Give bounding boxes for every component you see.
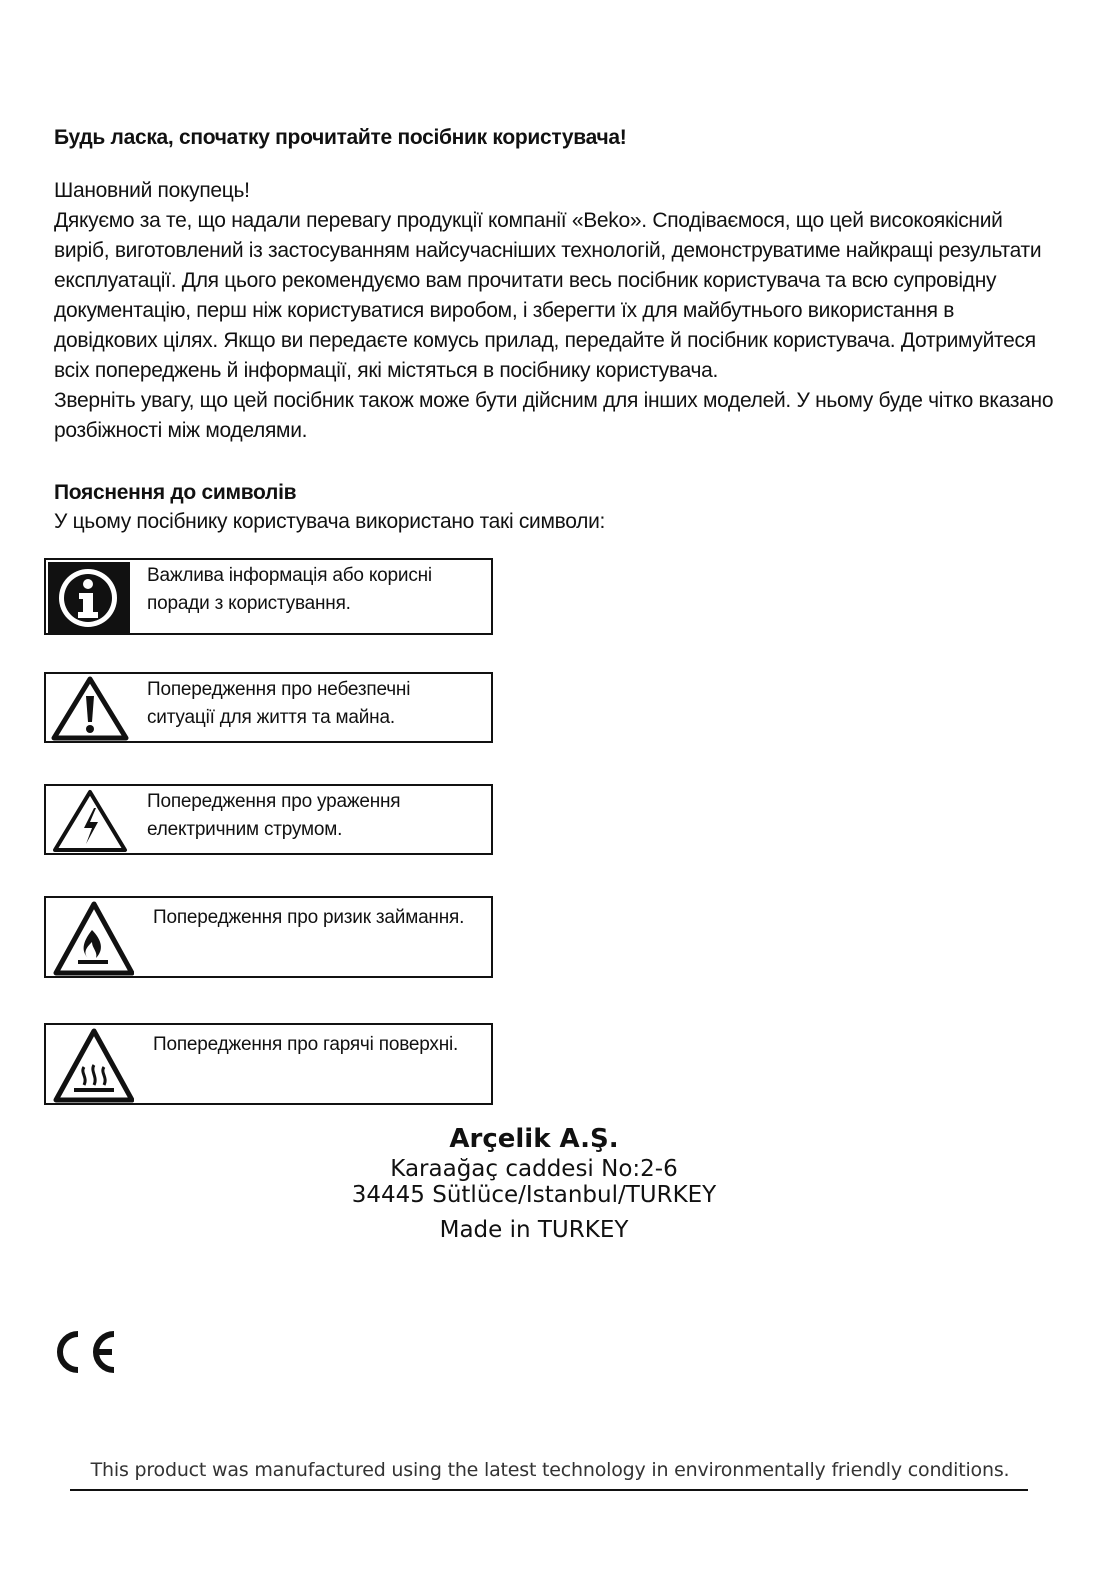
footer-divider — [70, 1489, 1028, 1491]
symbols-subtitle: У цьому посібнику користувача використано такі символи: — [54, 510, 606, 533]
symbols-title: Пояснення до символів — [54, 481, 297, 504]
intro-paragraph-1: Дякуємо за те, що надали перевагу продукції компанії «Beko». Сподіваємося, що цей високоякісний виріб, виготовлений із застосуванням найсучасніших технологій, демонструватиме найкращі результати експлуатації. Для цього рекомендуємо вам прочитати весь посібник користувача та всю супровідну документацію, перш ніж користуватися виробом, і зберегти їх для майбутнього використання в довідкових цілях. Якщо ви передаєте комусь прилад, передайте й посібник користувача. Дотримуйтеся всіх попереджень й інформації, які містяться в посібнику користувача. — [54, 209, 1042, 382]
company-address-line2: 34445 Sütlüce/Istanbul/TURKEY — [351, 1182, 717, 1208]
symbol-hot-surface-text: Попередження про гарячі поверхні. — [153, 1034, 459, 1055]
symbol-electric-text: Попередження про ураження електричним струмом. — [147, 791, 401, 840]
symbol-warning-text: Попередження про небезпечні ситуації для життя та майна. — [147, 679, 411, 728]
symbol-info-text: Важлива інформація або корисні поради з користування. — [147, 565, 432, 614]
info-icon — [48, 562, 130, 633]
footer-text: This product was manufactured using the latest technology in environmentally friendly conditions. — [90, 1459, 1010, 1481]
hot-surface-icon — [48, 1027, 130, 1103]
company-address-line1: Karaağaç caddesi No:2-6 — [390, 1156, 678, 1182]
fire-hazard-icon — [48, 900, 130, 976]
symbol-info — [44, 558, 493, 635]
greeting: Шановний покупець! — [54, 179, 250, 202]
company-name: Arçelik A.Ş. — [449, 1124, 619, 1154]
symbol-fire — [44, 896, 493, 978]
warning-icon — [48, 676, 130, 741]
symbol-warning — [44, 672, 493, 743]
ce-mark-icon — [52, 1328, 120, 1381]
intro-text — [54, 176, 1054, 446]
made-in: Made in TURKEY — [439, 1217, 629, 1243]
symbol-electric — [44, 784, 493, 855]
page-heading: Будь ласка, спочатку прочитайте посібник користувача! — [54, 126, 627, 149]
symbol-hot-surface — [44, 1023, 493, 1105]
electric-shock-icon — [48, 788, 130, 853]
symbol-fire-text: Попередження про ризик займання. — [153, 907, 465, 928]
intro-paragraph-2: Зверніть увагу, що цей посібник також може бути дійсним для інших моделей. У ньому буде чітко вказано розбіжності між моделями. — [54, 389, 1054, 442]
